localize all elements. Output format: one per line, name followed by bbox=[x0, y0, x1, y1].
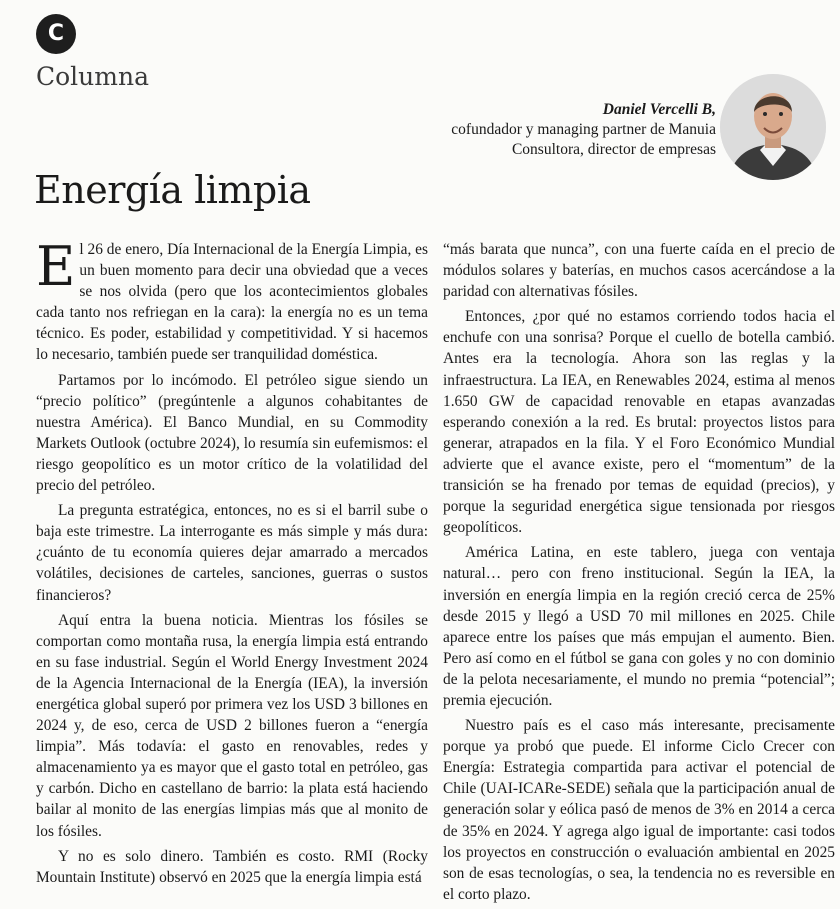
drop-cap: E bbox=[36, 235, 76, 298]
paragraph: América Latina, en este tablero, juega con ventaja natural… pero con freno institucional. Según la IEA, la inversión en energía limpia en la región creció cerca de 25% desde 2015 y llegó a USD 70 mil millones en 2025. Chile aparece entre los países que más empujan el aumento. Bien. Pero así como en el fútbol se gana con goles y no con dominio de la pelota necesariamente, el mundo no premia “potencial”; premia ejecución. bbox=[443, 544, 835, 709]
paragraph: Partamos por lo incómodo. El petróleo sigue siendo un “precio político” (pregúntenle a algunos cohabitantes de nuestra América). El Banco Mundial, en su Commodity Markets Outlook (octubre 2024), lo resumía sin eufemismos: el riesgo geopolítico es un motor crítico de la volatilidad del precio del petróleo. bbox=[36, 371, 428, 495]
person-photo-icon bbox=[720, 74, 826, 180]
article-column-left bbox=[36, 235, 428, 892]
paragraph bbox=[36, 235, 428, 366]
section-label: Columna bbox=[36, 62, 149, 91]
author-name: Daniel Vercelli B, bbox=[602, 101, 716, 118]
column-badge: C bbox=[36, 14, 76, 54]
paragraph: La pregunta estratégica, entonces, no es si el barril sube o baja este trimestre. La interrogante es más simple y más dura: ¿cuánto de tu economía quieres dejar amarrado a mercados volátiles, decisiones de carteles, sanciones, guerras o sustos financieros? bbox=[36, 502, 428, 604]
paragraph-text: l 26 de enero, Día Internacional de la Energía Limpia, es un buen momento para decir una obviedad que a veces se nos olvida (pero que los acontecimientos globales cada tanto nos refriegan en la cara): la energía no es un tema técnico. Es poder, estabilidad y competitividad. Y si hacemos lo necesario, también puede ser tranquilidad doméstica. bbox=[36, 241, 428, 364]
author-byline bbox=[376, 100, 716, 160]
paragraph: Y no es solo dinero. También es costo. RMI (Rocky Mountain Institute) observó en 2025 que la energía limpia está bbox=[36, 847, 428, 886]
author-role: cofundador y managing partner de Manuia Consultora, director de empresas bbox=[451, 121, 716, 158]
article-column-right bbox=[443, 239, 835, 909]
article-title: Energía limpia bbox=[34, 168, 311, 212]
paragraph: Aquí entra la buena noticia. Mientras los fósiles se comportan como montaña rusa, la energía limpia está entrando en su fase industrial. Según el World Energy Investment 2024 de la Agencia Internacional de la Energía (IEA), la inversión energética global superó por primera vez los USD 3 billones en 2024 y, de eso, cerca de USD 2 billones fueron a “energía limpia”. Más todavía: el gasto en renovables, redes y almacenamiento ya es mayor que el gasto total en petróleo, gas y carbón. Dicho en castellano de barrio: la plata está haciendo bailar al monito de las energías limpias más que al monito de los fósiles. bbox=[36, 611, 428, 840]
paragraph: Nuestro país es el caso más interesante, precisamente porque ya probó que puede. El informe Ciclo Crecer con Energía: Estrategia compartida para activar el potencial de Chile (UAI-ICARe-SEDE) señala que la participación anual de generación solar y eólica pasó de menos de 3% en 2014 a cerca de 35% en 2024. Y agrega algo igual de importante: casi todos los proyectos en construcción o evaluación ambiental en 2025 son de esas tecnologías, o sea, la tendencia no es reversible en el corto plazo. bbox=[443, 717, 835, 903]
paragraph: Entonces, ¿por qué no estamos corriendo todos hacia el enchufe con una sonrisa? Porque el cuello de botella cambió. Antes era la tecnología. Ahora son las reglas y la infraestructura. La IEA, en Renewables 2024, estima al menos 1.650 GW de capacidad renovable en etapas avanzadas esperando conexión a la red. Es brutal: proyectos listos para generar, atrapados en la fila. Y el Foro Económico Mundial advierte que el avance existe, pero el “momentum” de la transición se ha frenado por temas de equidad (precios), y porque la seguridad energética sigue tensionada por riesgos geopolíticos. bbox=[443, 308, 835, 537]
paragraph: “más barata que nunca”, con una fuerte caída en el precio de módulos solares y baterías, en muchos casos acercándose a la paridad con alternativas fósiles. bbox=[443, 241, 835, 301]
author-photo bbox=[720, 74, 826, 180]
